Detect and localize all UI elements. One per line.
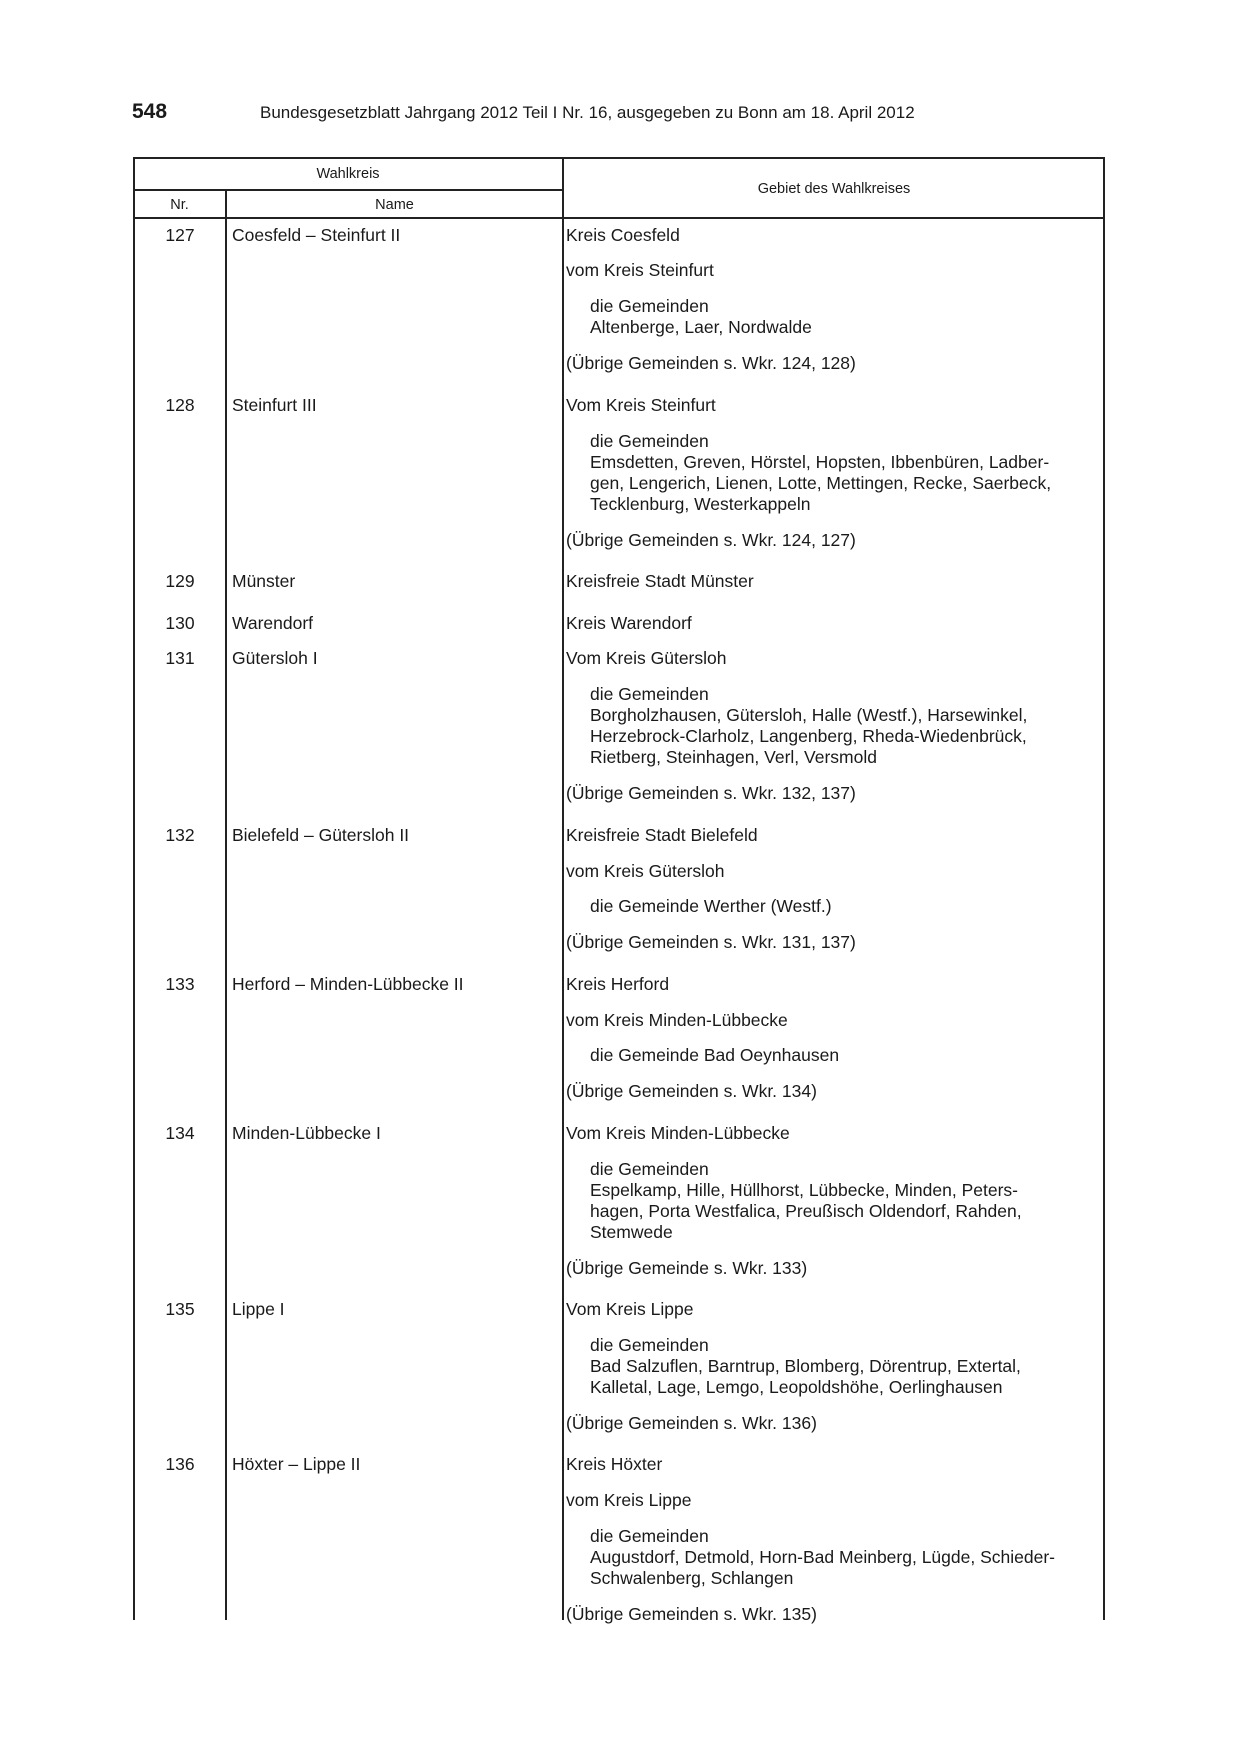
area-line: die Gemeinden xyxy=(590,684,709,704)
area-line: Kreis Coesfeld xyxy=(566,225,680,245)
area-line: Bad Salzuflen, Barntrup, Blomberg, Dörentrup, Extertal, xyxy=(590,1356,1021,1376)
row-name: Lippe I xyxy=(232,1299,285,1319)
area-line: die Gemeinden xyxy=(590,1526,709,1546)
area-line: die Gemeinde Werther (Westf.) xyxy=(590,896,832,916)
row-name: Bielefeld – Gütersloh II xyxy=(232,825,410,845)
area-line: Kreisfreie Stadt Bielefeld xyxy=(566,825,758,845)
row-nr: 131 xyxy=(165,648,195,668)
area-line: Rietberg, Steinhagen, Verl, Versmold xyxy=(590,747,877,767)
area-line: (Übrige Gemeinden s. Wkr. 124, 128) xyxy=(566,353,856,373)
area-line: hagen, Porta Westfalica, Preußisch Oldendorf, Rahden, xyxy=(590,1201,1022,1221)
area-line: die Gemeinde Bad Oeynhausen xyxy=(590,1045,840,1065)
row-name: Steinfurt III xyxy=(232,395,317,415)
row-nr: 134 xyxy=(165,1123,195,1143)
area-line: (Übrige Gemeinden s. Wkr. 132, 137) xyxy=(566,783,856,803)
row-name: Herford – Minden-Lübbecke II xyxy=(232,974,464,994)
area-line: Kreisfreie Stadt Münster xyxy=(566,571,754,591)
row-nr: 127 xyxy=(165,225,195,245)
row-name: Warendorf xyxy=(232,613,314,633)
area-line: Vom Kreis Minden-Lübbecke xyxy=(566,1123,790,1143)
area-line: Tecklenburg, Westerkappeln xyxy=(590,494,811,514)
row-nr: 130 xyxy=(165,613,195,633)
area-line: Kreis Höxter xyxy=(566,1454,663,1474)
row-nr: 129 xyxy=(165,571,195,591)
row-nr: 128 xyxy=(165,395,195,415)
row-name: Coesfeld – Steinfurt II xyxy=(232,225,401,245)
row-name: Gütersloh I xyxy=(232,648,318,668)
area-line: (Übrige Gemeinden s. Wkr. 135) xyxy=(566,1604,817,1624)
area-line: Vom Kreis Lippe xyxy=(566,1299,694,1319)
header-bottom-rule xyxy=(133,217,1105,219)
area-line: (Übrige Gemeinden s. Wkr. 124, 127) xyxy=(566,530,856,550)
header-nr: Nr. xyxy=(170,197,189,213)
area-line: die Gemeinden xyxy=(590,1159,709,1179)
header-gebiet: Gebiet des Wahlkreises xyxy=(757,181,911,197)
column-divider-area xyxy=(562,157,564,1620)
area-line: die Gemeinden xyxy=(590,1335,709,1355)
area-line: Borgholzhausen, Gütersloh, Halle (Westf.), Harsewinkel, xyxy=(590,705,1028,725)
area-line: (Übrige Gemeinde s. Wkr. 133) xyxy=(566,1258,808,1278)
row-name: Höxter – Lippe II xyxy=(232,1454,361,1474)
row-nr: 133 xyxy=(165,974,195,994)
area-line: Kreis Herford xyxy=(566,974,670,994)
area-line: Espelkamp, Hille, Hüllhorst, Lübbecke, Minden, Peters- xyxy=(590,1180,1018,1200)
area-line: (Übrige Gemeinden s. Wkr. 136) xyxy=(566,1413,817,1433)
row-nr: 132 xyxy=(165,825,195,845)
area-line: Herzebrock-Clarholz, Langenberg, Rheda-Wiedenbrück, xyxy=(590,726,1027,746)
area-line: die Gemeinden xyxy=(590,431,709,451)
row-nr: 135 xyxy=(165,1299,195,1319)
area-line: vom Kreis Minden-Lübbecke xyxy=(566,1010,788,1030)
area-line: (Übrige Gemeinden s. Wkr. 131, 137) xyxy=(566,932,856,952)
area-line: Stemwede xyxy=(590,1222,673,1242)
page-number: 548 xyxy=(132,100,168,123)
area-line: Vom Kreis Steinfurt xyxy=(566,395,716,415)
area-line: Kalletal, Lage, Lemgo, Leopoldshöhe, Oerlinghausen xyxy=(590,1377,1003,1397)
area-line: vom Kreis Gütersloh xyxy=(566,861,725,881)
area-line: Schwalenberg, Schlangen xyxy=(590,1568,794,1588)
area-line: Altenberge, Laer, Nordwalde xyxy=(590,317,812,337)
row-name: Minden-Lübbecke I xyxy=(232,1123,381,1143)
area-line: Augustdorf, Detmold, Horn-Bad Meinberg, Lügde, Schieder- xyxy=(590,1547,1055,1567)
area-line: Kreis Warendorf xyxy=(566,613,692,633)
table-frame xyxy=(133,157,1105,1620)
header-wahlkreis: Wahlkreis xyxy=(316,166,380,182)
area-line: vom Kreis Steinfurt xyxy=(566,260,714,280)
running-title: Bundesgesetzblatt Jahrgang 2012 Teil I Nr. 16, ausgegeben zu Bonn am 18. April 2012 xyxy=(260,103,915,122)
area-line: gen, Lengerich, Lienen, Lotte, Mettingen, Recke, Saerbeck, xyxy=(590,473,1052,493)
area-line: vom Kreis Lippe xyxy=(566,1490,692,1510)
row-name: Münster xyxy=(232,571,296,591)
row-nr: 136 xyxy=(165,1454,195,1474)
area-line: Emsdetten, Greven, Hörstel, Hopsten, Ibbenbüren, Ladber- xyxy=(590,452,1050,472)
header-name: Name xyxy=(375,197,414,213)
area-line: Vom Kreis Gütersloh xyxy=(566,648,727,668)
area-line: die Gemeinden xyxy=(590,296,709,316)
area-line: (Übrige Gemeinden s. Wkr. 134) xyxy=(566,1081,817,1101)
header-subrule xyxy=(133,189,564,191)
